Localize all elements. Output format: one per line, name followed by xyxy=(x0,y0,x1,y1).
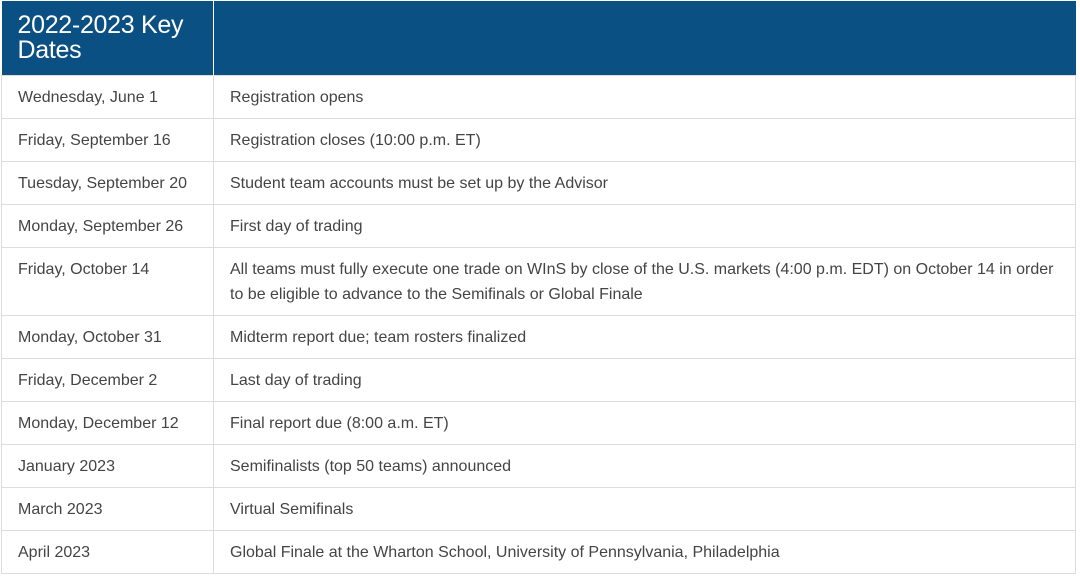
table-row xyxy=(2,161,1076,204)
header-title: 2022-2023 Key Dates xyxy=(2,1,214,75)
date-cell: Monday, October 31 xyxy=(2,315,214,358)
header-empty-cell xyxy=(214,1,1076,75)
event-cell: Semifinalists (top 50 teams) announced xyxy=(214,444,1076,487)
header-row xyxy=(2,1,1076,75)
event-cell: Registration opens xyxy=(214,75,1076,118)
event-cell: All teams must fully execute one trade on WInS by close of the U.S. markets (4:00 p.m. EDT) on October 14 in order to be eligible to advance to the Semifinals or Global Finale xyxy=(214,247,1076,315)
table-row xyxy=(2,247,1076,315)
event-cell: First day of trading xyxy=(214,204,1076,247)
table-header xyxy=(2,1,1076,75)
date-cell: Wednesday, June 1 xyxy=(2,75,214,118)
date-cell: Monday, September 26 xyxy=(2,204,214,247)
table-row xyxy=(2,444,1076,487)
table-body xyxy=(2,75,1076,573)
table-row xyxy=(2,487,1076,530)
event-cell: Global Finale at the Wharton School, University of Pennsylvania, Philadelphia xyxy=(214,530,1076,573)
table-row xyxy=(2,75,1076,118)
table-row xyxy=(2,315,1076,358)
event-cell: Virtual Semifinals xyxy=(214,487,1076,530)
event-cell: Student team accounts must be set up by the Advisor xyxy=(214,161,1076,204)
event-cell: Final report due (8:00 a.m. ET) xyxy=(214,401,1076,444)
date-cell: Friday, December 2 xyxy=(2,358,214,401)
table-row xyxy=(2,401,1076,444)
date-cell: Tuesday, September 20 xyxy=(2,161,214,204)
table-row xyxy=(2,358,1076,401)
date-cell: March 2023 xyxy=(2,487,214,530)
event-cell: Last day of trading xyxy=(214,358,1076,401)
table-row xyxy=(2,530,1076,573)
date-cell: Friday, October 14 xyxy=(2,247,214,315)
key-dates-table-container xyxy=(1,1,1077,574)
table-row xyxy=(2,118,1076,161)
key-dates-table xyxy=(1,1,1076,574)
table-row xyxy=(2,204,1076,247)
date-cell: Friday, September 16 xyxy=(2,118,214,161)
date-cell: January 2023 xyxy=(2,444,214,487)
event-cell: Midterm report due; team rosters finalized xyxy=(214,315,1076,358)
event-cell: Registration closes (10:00 p.m. ET) xyxy=(214,118,1076,161)
date-cell: April 2023 xyxy=(2,530,214,573)
date-cell: Monday, December 12 xyxy=(2,401,214,444)
